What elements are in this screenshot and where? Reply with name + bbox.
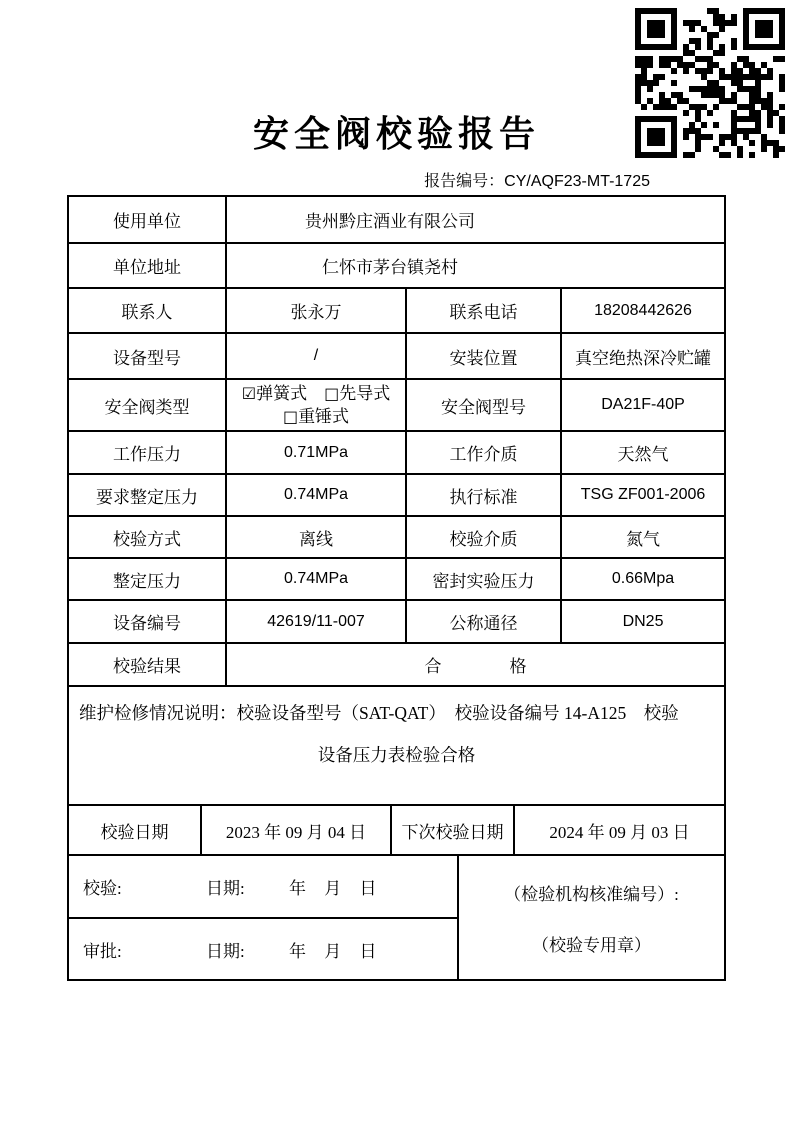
- device-no-label: 设备编号: [69, 600, 226, 643]
- qr-code-icon: [635, 8, 785, 158]
- calibration-method-value: 离线: [226, 516, 406, 558]
- calibration-date-value: 2023 年 09 月 04 日: [201, 806, 391, 855]
- device-no-value: 42619/11-007: [226, 600, 406, 643]
- table-row: [69, 806, 724, 855]
- valve-model-label: 安全阀型号: [406, 379, 561, 431]
- report-table: [67, 195, 726, 981]
- contact-phone-value: 18208442626: [561, 288, 724, 333]
- verify-signature-row: [69, 856, 458, 918]
- set-pressure-value: 0.74MPa: [226, 558, 406, 600]
- report-number-value: CY/AQF23-MT-1725: [504, 173, 650, 190]
- approve-date-label: 日期:: [205, 941, 245, 961]
- result-value: 合 格: [226, 643, 724, 686]
- table-row: [69, 558, 724, 600]
- result-label: 校验结果: [69, 643, 226, 686]
- table-row: [69, 856, 724, 918]
- valve-type-label: 安全阀类型: [69, 379, 226, 431]
- month-label: 月: [324, 879, 342, 898]
- maintenance-note-line2: 设备压力表检验合格: [317, 745, 476, 765]
- next-date-value: 2024 年 09 月 03 日: [514, 806, 724, 855]
- required-set-pressure-value: 0.74MPa: [226, 474, 406, 516]
- device-model-value: /: [226, 333, 406, 379]
- report-number-line: [67, 172, 726, 192]
- maintenance-table: [69, 687, 724, 806]
- contact-phone-label: 联系电话: [406, 288, 561, 333]
- nominal-diameter-label: 公称通径: [406, 600, 561, 643]
- install-location-label: 安装位置: [406, 333, 561, 379]
- signature-table: [69, 856, 724, 979]
- contact-label: 联系人: [69, 288, 226, 333]
- table-row: [69, 687, 724, 805]
- calibration-medium-label: 校验介质: [406, 516, 561, 558]
- unit-address-label: 单位地址: [69, 243, 226, 288]
- standard-value: TSG ZF001-2006: [561, 474, 724, 516]
- working-pressure-value: 0.71MPa: [226, 431, 406, 474]
- org-stamp-cell: [458, 856, 724, 979]
- report-number-label: 报告编号：: [424, 173, 505, 190]
- table-row: [69, 474, 724, 516]
- working-pressure-label: 工作压力: [69, 431, 226, 474]
- day-label: 日: [359, 941, 377, 961]
- table-row: [69, 516, 724, 558]
- seal-test-pressure-label: 密封实验压力: [406, 558, 561, 600]
- page-title: 安全阀校验报告: [252, 114, 540, 154]
- table-row: [69, 643, 724, 686]
- verify-date-label: 日期:: [205, 879, 245, 898]
- use-unit-value: 贵州黔庄酒业有限公司: [226, 197, 724, 243]
- table-row: [69, 600, 724, 643]
- approve-signature-row: [69, 918, 458, 979]
- info-table: [69, 197, 724, 687]
- approve-label: 审批:: [83, 941, 122, 961]
- table-row: [69, 379, 724, 431]
- checkbox-checked-icon: ☑: [241, 384, 257, 403]
- valve-model-value: DA21F-40P: [561, 379, 724, 431]
- valve-type-option-spring: 弹簧式: [256, 384, 308, 403]
- use-unit-label: 使用单位: [69, 197, 226, 243]
- org-stamp-label: （校验专用章）: [532, 935, 651, 955]
- contact-value: 张永万: [226, 288, 406, 333]
- nominal-diameter-value: DN25: [561, 600, 724, 643]
- org-approval-number: （检验机构核准编号）:: [504, 884, 679, 904]
- day-label: 日: [359, 879, 377, 898]
- checkbox-unchecked-icon: □: [282, 407, 299, 426]
- next-date-label: 下次校验日期: [391, 806, 514, 855]
- required-set-pressure-label: 要求整定压力: [69, 474, 226, 516]
- standard-label: 执行标准: [406, 474, 561, 516]
- set-pressure-label: 整定压力: [69, 558, 226, 600]
- calibration-date-label: 校验日期: [69, 806, 201, 855]
- table-row: [69, 333, 724, 379]
- maintenance-note: [69, 687, 724, 805]
- dates-table: [69, 806, 724, 856]
- maintenance-note-line1: 维护检修情况说明：校验设备型号（SAT-QAT） 校验设备编号 14-A125 校验: [79, 703, 679, 723]
- unit-address-value: 仁怀市茅台镇尧村: [226, 243, 724, 288]
- device-model-label: 设备型号: [69, 333, 226, 379]
- table-row: [69, 197, 724, 243]
- table-row: [69, 243, 724, 288]
- valve-type-option-weight: 重锤式: [298, 407, 350, 426]
- working-medium-value: 天然气: [561, 431, 724, 474]
- month-label: 月: [324, 941, 342, 961]
- table-row: [69, 288, 724, 333]
- install-location-value: 真空绝热深冷贮罐: [561, 333, 724, 379]
- valve-type-option-pilot: 先导式: [339, 384, 391, 403]
- valve-type-options: [226, 379, 406, 431]
- year-label: 年: [288, 879, 306, 898]
- checkbox-unchecked-icon: □: [324, 384, 340, 403]
- working-medium-label: 工作介质: [406, 431, 561, 474]
- table-row: [69, 431, 724, 474]
- calibration-method-label: 校验方式: [69, 516, 226, 558]
- calibration-medium-value: 氮气: [561, 516, 724, 558]
- seal-test-pressure-value: 0.66Mpa: [561, 558, 724, 600]
- year-label: 年: [288, 941, 306, 961]
- verify-label: 校验:: [83, 879, 122, 898]
